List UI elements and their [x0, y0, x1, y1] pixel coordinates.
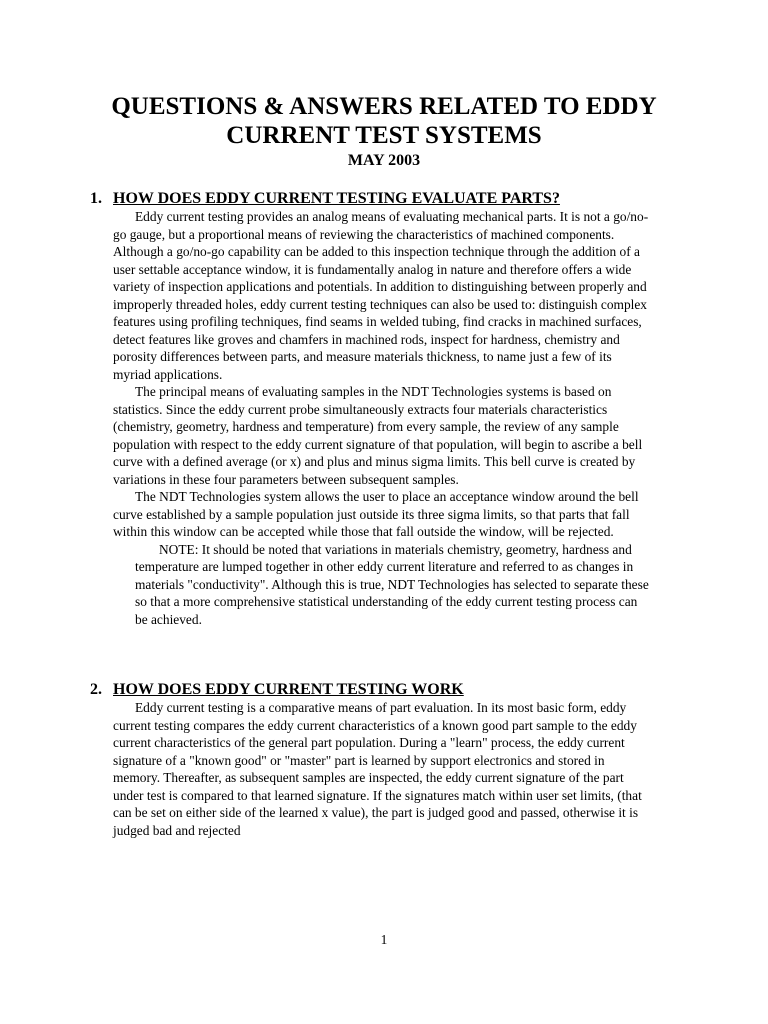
section-heading-text: HOW DOES EDDY CURRENT TESTING WORK — [113, 681, 464, 698]
section-body-2 — [113, 699, 653, 839]
section-heading-2 — [90, 681, 464, 699]
paragraph: Eddy current testing is a comparative means of part evaluation. In its most basic form, eddy current testing compares the eddy current characteristics of a known good part sample to the eddy current characteristics of the general part population. During a "learn" process, the eddy current signature of a "known good" or "master" part is learned by support electronics and stored in memory. Thereafter, as subsequent samples are inspected, the eddy current signature of the part under test is compared to that learned signature. If the signatures match within user set limits, (that can be set on either side of the learned x value), the part is judged good and passed, otherwise it is judged bad and rejected — [113, 700, 642, 838]
paragraph: Eddy current testing provides an analog means of evaluating mechanical parts. It is not a go/no-go gauge, but a proportional means of reviewing the characteristics of machined components. Although a go/no-go capability can be added to this inspection technique through the addition of a user settable acceptance window, it is fundamentally analog in nature and therefore offers a wide variety of inspection applications and potentials. In addition to distinguishing between properly and improperly threaded holes, eddy current testing techniques can also be used to: distinguish complex features using profiling techniques, find seams in welded tubing, find cracks in machined surfaces, detect features like groves and chamfers in machined rods, inspect for hardness, chemistry and porosity differences between parts, and measure materials thickness, to name just a few of its myriad applications. — [113, 209, 649, 382]
paragraph: The principal means of evaluating samples in the NDT Technologies systems is based on statistics. Since the eddy current probe simultaneously extracts four materials characteristics (chemistry, geometry, hardness and temperature) from every sample, the review of any sample population with respect to the eddy current signature of that population, will begin to ascribe a bell curve with a defined average (or x) and plus and minus sigma limits. This bell curve is created by variations in these four parameters between subsequent samples. — [113, 384, 643, 487]
document-date: MAY 2003 — [347, 152, 421, 169]
section-body-1 — [113, 208, 653, 628]
section-heading-1 — [90, 190, 560, 208]
section-heading-text: HOW DOES EDDY CURRENT TESTING EVALUATE PARTS? — [113, 190, 560, 207]
paragraph: The NDT Technologies system allows the user to place an acceptance window around the bell curve established by a sample population just outside its three sigma limits, so that parts that fall within this window can be accepted while those that fall outside the window, will be rejected. — [113, 489, 639, 539]
page-number: 1 — [380, 932, 388, 947]
note-paragraph: NOTE: It should be noted that variations in materials chemistry, geometry, hardness and temperature are lumped together in other eddy current literature and referred to as changes in materials "conductivity". Although this is true, NDT Technologies has selected to separate these so that a more comprehensive statistical understanding of the eddy current testing process can be achieved. — [135, 541, 649, 627]
section-number: 1. — [90, 190, 102, 207]
section-number: 2. — [90, 681, 102, 698]
document-title: QUESTIONS & ANSWERS RELATED TO EDDY CURRENT TEST SYSTEMS — [111, 93, 657, 149]
